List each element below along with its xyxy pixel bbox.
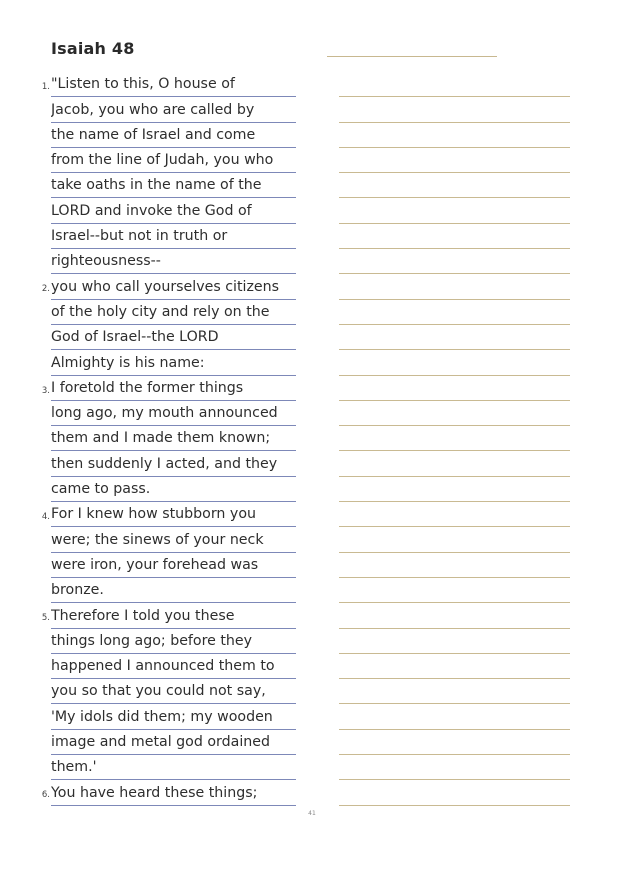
blank-writing-line[interactable] [339, 527, 570, 552]
verse-line-text: you who call yourselves citizens [51, 275, 296, 300]
verse-number: 5. [41, 613, 50, 624]
verse-line-text: them.' [51, 755, 296, 780]
verse-line-text: Almighty is his name: [51, 351, 296, 376]
blank-writing-line[interactable] [339, 451, 570, 476]
verse-line-text: you so that you could not say, [51, 679, 296, 704]
blank-writing-line[interactable] [339, 704, 570, 729]
blank-writing-line[interactable] [339, 679, 570, 704]
writing-practice-column [339, 72, 570, 806]
verse-line [38, 730, 296, 755]
blank-writing-line[interactable] [339, 97, 570, 122]
verse-line [38, 249, 296, 274]
verse-line-text: God of Israel--the LORD [51, 325, 296, 350]
verse-line [38, 755, 296, 780]
blank-writing-line[interactable] [339, 224, 570, 249]
verse-line [38, 148, 296, 173]
verse-line [38, 198, 296, 223]
verse-number: 6. [41, 790, 50, 801]
verse-line-text: Israel--but not in truth or [51, 224, 296, 249]
verse-line-text: came to pass. [51, 477, 296, 502]
verse-line-text: them and I made them known; [51, 426, 296, 451]
blank-writing-line[interactable] [339, 730, 570, 755]
verse-number: 1. [41, 82, 50, 92]
verse-line [38, 123, 296, 148]
verse-line-text: happened I announced them to [51, 654, 296, 679]
verse-line-text: the name of Israel and come [51, 123, 296, 148]
blank-writing-line[interactable] [339, 578, 570, 603]
verse-line-text: long ago, my mouth announced [51, 401, 296, 426]
verse-text-column [38, 72, 296, 806]
verse-line [38, 376, 296, 401]
verse-line-text: 'My idols did them; my wooden [51, 705, 296, 730]
blank-writing-line[interactable] [339, 477, 570, 502]
verse-line-text: then suddenly I acted, and they [51, 452, 296, 477]
page-title: Isaiah 48 [51, 39, 135, 58]
verse-line-text: were; the sinews of your neck [51, 528, 296, 553]
verse-line [38, 780, 296, 805]
verse-line [38, 350, 296, 375]
verse-line [38, 300, 296, 325]
verse-line [38, 97, 296, 122]
verse-line [38, 502, 296, 527]
verse-line [38, 451, 296, 476]
verse-line [38, 679, 296, 704]
verse-line [38, 553, 296, 578]
verse-number: 3. [41, 385, 50, 396]
verse-line-text: Jacob, you who are called by [51, 98, 296, 123]
verse-line-text: from the line of Judah, you who [51, 148, 296, 173]
verse-line [38, 704, 296, 729]
blank-writing-line[interactable] [339, 198, 570, 223]
blank-writing-line[interactable] [339, 72, 570, 97]
verse-line [38, 401, 296, 426]
verse-line-text: "Listen to this, O house of [51, 72, 296, 97]
blank-writing-line[interactable] [339, 376, 570, 401]
verse-line-text: Therefore I told you these [51, 604, 296, 629]
blank-writing-line[interactable] [339, 123, 570, 148]
verse-line [38, 578, 296, 603]
verse-line-text: righteousness-- [51, 249, 296, 274]
blank-writing-line[interactable] [339, 553, 570, 578]
verse-line-text: take oaths in the name of the [51, 173, 296, 198]
blank-writing-line[interactable] [339, 173, 570, 198]
blank-writing-line[interactable] [339, 755, 570, 780]
blank-writing-line[interactable] [339, 426, 570, 451]
verse-line [38, 477, 296, 502]
blank-writing-line[interactable] [339, 148, 570, 173]
page-number: 41 [308, 810, 316, 817]
verse-line-text: For I knew how stubborn you [51, 502, 296, 527]
verse-line-text: LORD and invoke the God of [51, 199, 296, 224]
verse-number: 4. [41, 512, 50, 523]
verse-line [38, 72, 296, 97]
verse-line-text: You have heard these things; [51, 781, 296, 806]
blank-writing-line[interactable] [339, 350, 570, 375]
blank-writing-line[interactable] [339, 629, 570, 654]
verse-line-text: of the holy city and rely on the [51, 300, 296, 325]
verse-line-text: bronze. [51, 578, 296, 603]
blank-writing-line[interactable] [339, 325, 570, 350]
verse-line-text: I foretold the former things [51, 376, 296, 401]
blank-writing-line[interactable] [339, 401, 570, 426]
blank-writing-line[interactable] [339, 502, 570, 527]
verse-line [38, 274, 296, 299]
verse-line [38, 654, 296, 679]
verse-line-text: things long ago; before they [51, 629, 296, 654]
title-writing-line [327, 56, 497, 57]
verse-line [38, 173, 296, 198]
verse-line [38, 325, 296, 350]
blank-writing-line[interactable] [339, 249, 570, 274]
verse-line [38, 527, 296, 552]
verse-line [38, 224, 296, 249]
verse-line-text: were iron, your forehead was [51, 553, 296, 578]
blank-writing-line[interactable] [339, 274, 570, 299]
verse-line-text: image and metal god ordained [51, 730, 296, 755]
blank-writing-line[interactable] [339, 603, 570, 628]
verse-number: 2. [41, 284, 50, 295]
blank-writing-line[interactable] [339, 300, 570, 325]
verse-line [38, 426, 296, 451]
verse-line [38, 629, 296, 654]
verse-line [38, 603, 296, 628]
blank-writing-line[interactable] [339, 780, 570, 805]
blank-writing-line[interactable] [339, 654, 570, 679]
